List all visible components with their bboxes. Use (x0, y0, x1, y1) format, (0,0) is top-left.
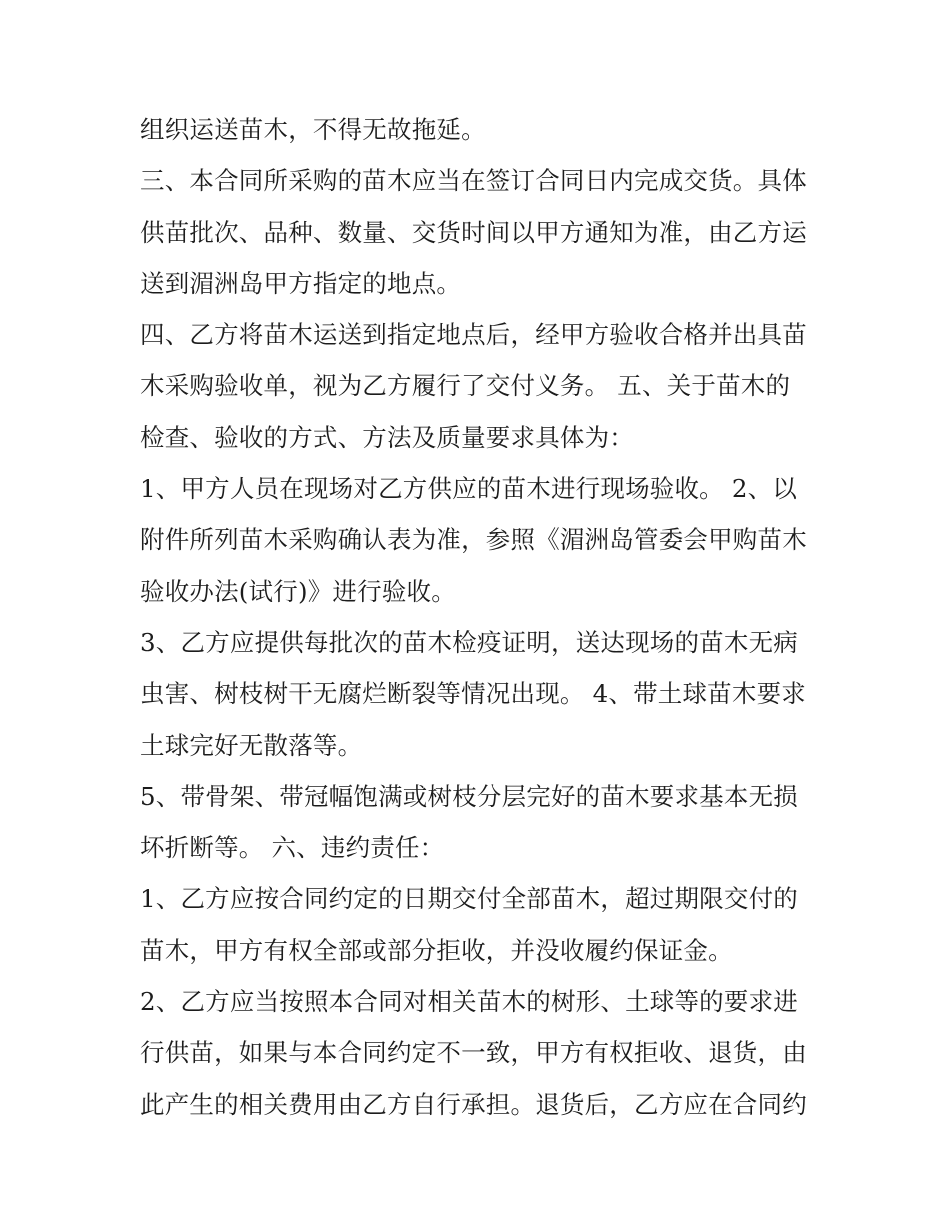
text-line: 检查、验收的方式、方法及质量要求具体为： (140, 422, 634, 452)
document-body (140, 104, 830, 1130)
text-line: 5、带骨架、带冠幅饱满或树枝分层完好的苗木要求基本无损 (140, 781, 798, 811)
text-line: 1、甲方人员在现场对乙方供应的苗木进行现场验收。 2、以 (140, 474, 798, 504)
text-line: 送到湄洲岛甲方指定的地点。 (140, 268, 462, 298)
text-line: 附件所列苗木采购确认表为准，参照《湄洲岛管委会甲购苗木 (140, 525, 807, 555)
text-line: 供苗批次、品种、数量、交货时间以甲方通知为准，由乙方运 (140, 217, 807, 247)
text-line: 坏折断等。 六、违约责任： (140, 833, 445, 863)
text-line: 虫害、树枝树干无腐烂断裂等情况出现。 4、带土球苗木要求 (140, 679, 806, 709)
text-line: 木采购验收单，视为乙方履行了交付义务。 五、关于苗木的 (140, 371, 791, 401)
text-line: 土球完好无散落等。 (140, 730, 363, 760)
text-line: 验收办法(试行)》进行验收。 (140, 576, 456, 606)
text-line: 组织运送苗木，不得无故拖延。 (140, 115, 486, 144)
text-line: 行供苗，如果与本合同约定不一致，甲方有权拒收、退货，由 (140, 1038, 807, 1068)
text-line: 3、乙方应提供每批次的苗木检疫证明，送达现场的苗木无病 (140, 627, 798, 657)
text-line: 三、本合同所采购的苗木应当在签订合同日内完成交货。具体 (140, 166, 807, 196)
text-line: 2、乙方应当按照本合同对相关苗木的树形、土球等的要求进 (140, 987, 798, 1017)
text-line: 此产生的相关费用由乙方自行承担。退货后，乙方应在合同约 (140, 1089, 807, 1119)
text-line: 四、乙方将苗木运送到指定地点后，经甲方验收合格并出具苗 (140, 320, 807, 350)
text-line: 苗木，甲方有权全部或部分拒收，并没收履约保证金。 (140, 935, 733, 965)
text-line: 1、乙方应按合同约定的日期交付全部苗木，超过期限交付的 (140, 884, 798, 914)
